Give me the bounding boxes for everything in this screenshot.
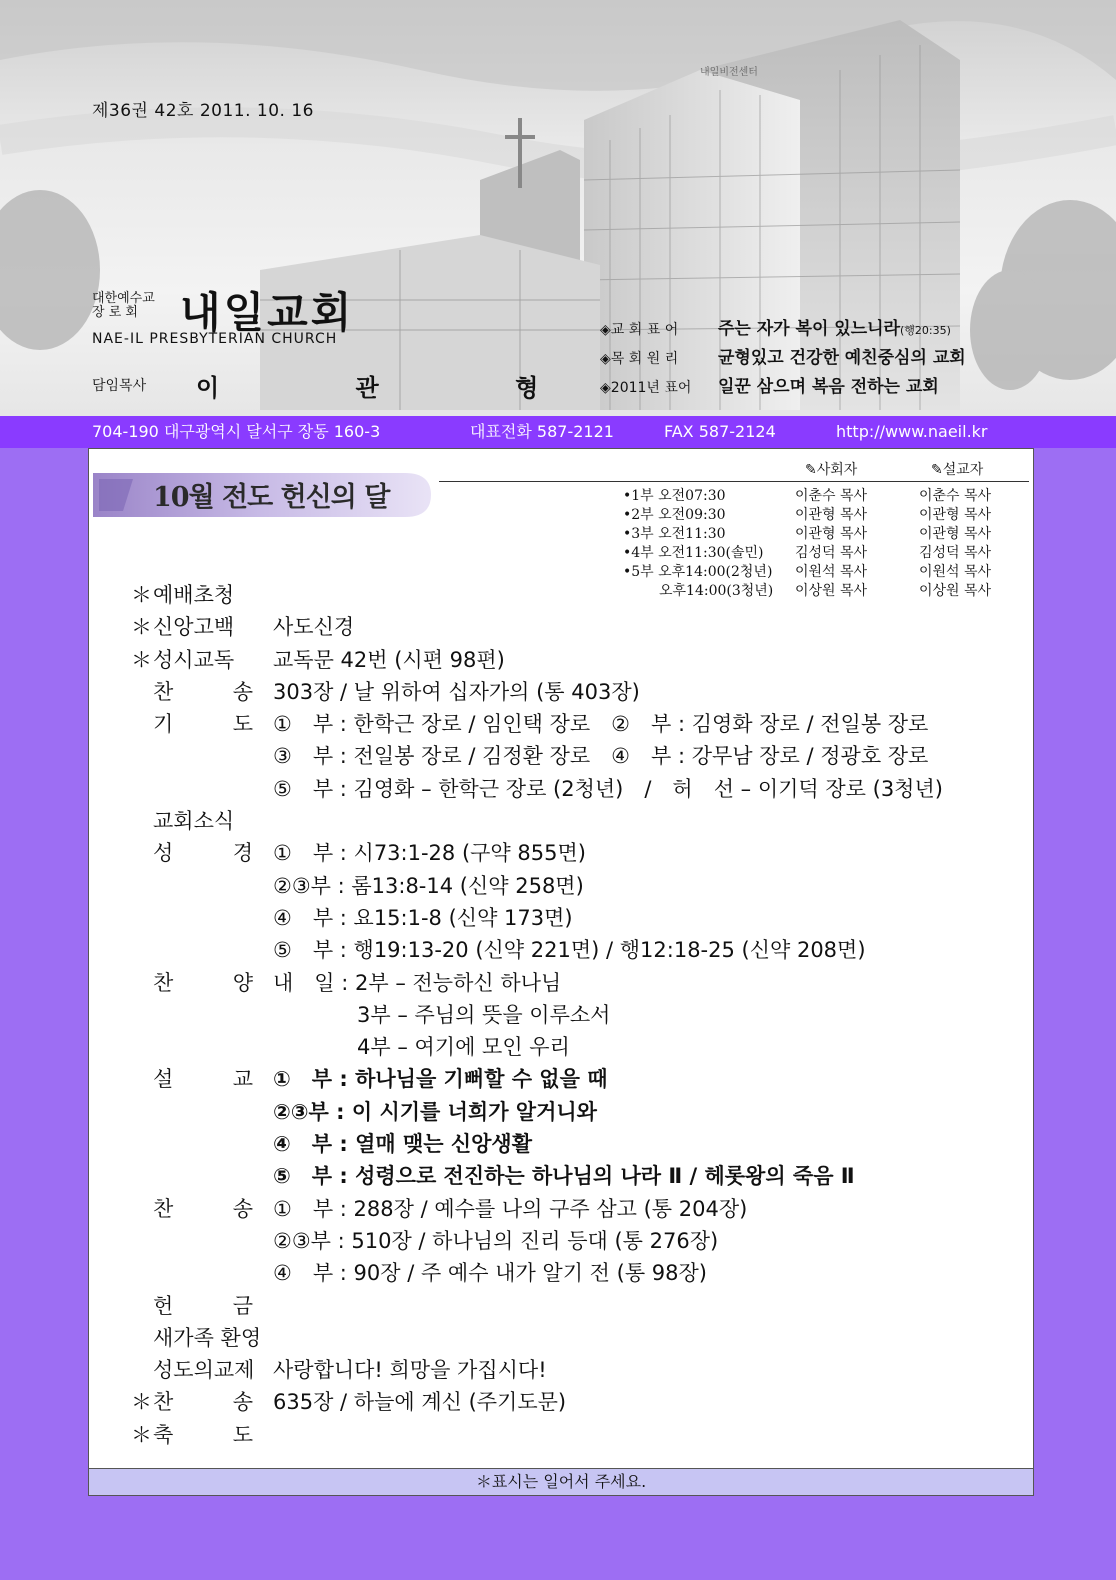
diamond-cross-icon: ◈ [600,322,611,338]
order-label [153,1193,253,1223]
motto-key: 목 회 원 리 [610,351,679,367]
order-value: ④ 부 : 열매 맺는 신앙생활 [273,1132,532,1157]
church-address: 704-190 대구광역시 달서구 장동 160-3 [92,422,381,441]
order-label-char: 도 [232,1422,253,1447]
standing-mark: ＊ [131,583,152,607]
church-fax: FAX 587-2124 [664,422,776,441]
order-label-char: 찬 [153,679,174,704]
order-label-char: 축 [153,1422,174,1447]
order-value: ① 부 : 288장 / 예수를 나의 구주 삼고 (통 204장) [273,1196,748,1221]
diamond-cross-icon: ◈ [600,380,611,396]
order-label: 신앙고백 [153,615,235,640]
bulletin-panel [88,448,1034,1496]
order-value: 635장 / 하늘에 계신 (주기도문) [273,1390,567,1415]
church-mottos [600,314,966,401]
motto-value: 균형있고 건강한 예친중심의 교회 [718,348,966,368]
order-value: 303장 / 날 위하여 십자가의 (통 403장) [273,679,640,704]
order-value: ⑤ 부 : 김영화 – 한학근 장로 (2청년) / 허 선 – 이기덕 장로 (3청년) [273,776,943,801]
order-label-char: 양 [232,970,253,995]
order-label-char: 설 [153,1067,174,1092]
order-value: ⑤ 부 : 성령으로 전진하는 하나님의 나라 Ⅱ / 헤롯왕의 죽음 Ⅱ [273,1164,855,1189]
header-banner [0,0,1116,416]
standing-mark: ＊ [131,615,152,640]
motto-value: 일꾼 삼으며 복음 전하는 교회 [718,377,939,397]
preacher-column-header: ✎설교자 [931,462,984,478]
order-label: 교회소식 [153,809,235,834]
header-divider [439,481,1029,482]
motto-key: 교 회 표 어 [610,322,679,338]
service-row: •5부 오후14:00(2청년) 이원석 목사 이원석 목사 [623,564,992,580]
pastor-label: 담임목사 [92,378,147,394]
bulletin-title: 10월 전도 헌신의 달 [153,482,390,513]
standing-mark: ＊ [131,1390,152,1415]
order-label-char: 찬 [153,1196,174,1221]
motto-key: 2011년 표어 [610,380,692,396]
order-label: 예배초청 [153,583,235,607]
order-value: 교독문 42번 (시편 98편) [273,647,505,672]
church-name-en: NAE-IL PRESBYTERIAN CHURCH [92,331,338,347]
order-value: ① 부 : 시73:1-28 (구약 855면) [273,841,586,866]
order-value: ⑤ 부 : 행19:13-20 (신약 221면) / 행12:18-25 (신약 208면) [273,938,866,963]
order-value: ① 부 : 한학근 장로 / 임인택 장로 ② 부 : 김영화 장로 / 전일봉 장로 [273,712,929,737]
order-label [153,1386,253,1416]
order-label-char: 찬 [153,970,174,995]
order-label-char: 성 [153,841,174,866]
denomination [92,292,172,320]
pastor-name: 이 관 형 [196,374,583,402]
order-label-char: 기 [153,712,174,737]
motto-row [600,343,966,372]
service-row: •1부 오전07:30 이춘수 목사 이춘수 목사 [623,488,992,504]
order-value: ②③부 : 롬13:8-14 (신약 258면) [273,873,584,898]
order-label-char: 찬 [153,1390,174,1415]
church-name: 내일교회 [180,288,355,337]
order-value: ④ 부 : 90장 / 주 예수 내가 알기 전 (통 98장) [273,1261,707,1286]
service-row: •4부 오전11:30(솔민) 김성덕 목사 김성덕 목사 [623,545,992,561]
order-value: ① 부 : 하나님을 기뻐할 수 없을 때 [273,1067,608,1092]
order-value: ②③부 : 510장 / 하나님의 진리 등대 (통 276장) [273,1228,719,1253]
issue-number: 제36권 42호 2011. 10. 16 [92,101,314,121]
order-value: 사도신경 [273,615,355,640]
order-value: 3부 – 주님의 뜻을 이루소서 [273,1002,611,1027]
order-label-char: 헌 [153,1293,174,1318]
order-label [153,1063,253,1093]
service-row: 오후14:00(3청년) 이상원 목사 이상원 목사 [659,583,992,599]
order-label-char: 송 [232,1196,253,1221]
order-value: 4부 – 여기에 모인 우리 [273,1035,570,1060]
order-label: 성시교독 [153,647,235,672]
motto-row [600,314,966,343]
service-row: •2부 오전09:30 이관형 목사 이관형 목사 [623,507,992,523]
service-schedule [623,485,1033,599]
building-sign: 내일비전센터 [700,67,758,78]
order-label [153,1419,253,1449]
order-label: 새가족 환영 [153,1325,262,1350]
motto-value: 주는 자가 복이 있느니라 [718,319,900,339]
order-label-char: 도 [232,712,253,737]
order-label-char: 송 [232,679,253,704]
denomination-line1: 대한예수교 [92,291,155,306]
motto-row [600,372,966,401]
service-row: •3부 오전11:30 이관형 목사 이관형 목사 [623,526,992,542]
standing-mark: ＊ [131,1422,152,1447]
bulletin-title-banner [93,465,431,523]
order-label [153,708,253,738]
order-label-char: 금 [232,1293,253,1318]
order-value: ④ 부 : 요15:1-8 (신약 173면) [273,905,573,930]
order-label-char: 송 [232,1390,253,1415]
order-label [153,1290,253,1320]
order-value: ③ 부 : 전일봉 장로 / 김정환 장로 ④ 부 : 강무남 장로 / 정광호 장로 [273,744,929,769]
denomination-line2: 장 로 회 [92,305,138,320]
order-label-char: 교 [232,1067,253,1092]
order-value: ②③부 : 이 시기를 너희가 알거니와 [273,1099,597,1124]
footer-note: ＊표시는 일어서 주세요. [89,1468,1033,1495]
standing-mark: ＊ [131,647,152,672]
motto-ref: (행20:35) [899,324,951,337]
order-label [153,967,253,997]
order-label [153,837,253,867]
diamond-cross-icon: ◈ [600,351,611,367]
order-value: 내 일 : 2부 – 전능하신 하나님 [273,970,562,995]
church-phone: 대표전화 587-2121 [470,422,614,441]
address-bar [0,416,1116,448]
order-value: 사랑합니다! 희망을 가집시다! [273,1358,547,1383]
order-label [153,676,253,706]
host-column-header: ✎사회자 [805,462,858,478]
order-label: 성도의교제 [153,1358,255,1383]
order-label-char: 경 [232,841,253,866]
church-website-link[interactable]: http://www.naeil.kr [836,422,988,441]
